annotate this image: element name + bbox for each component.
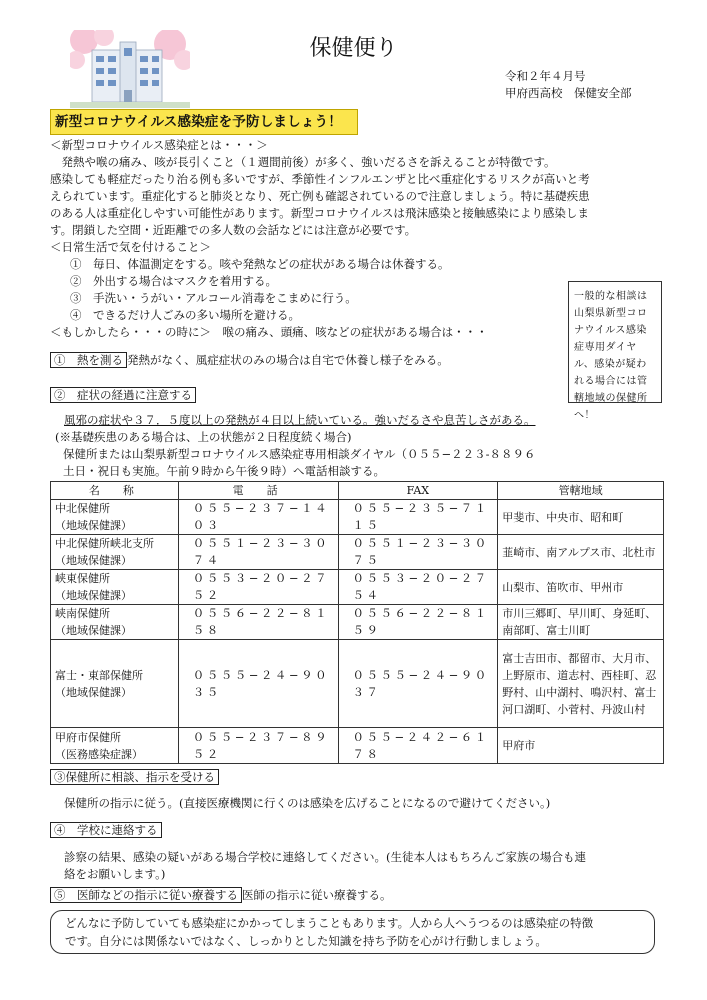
office-area: 富士吉田市、都留市、大月市、上野原市、道志村、西桂町、忍野村、山中湖村、鳴沢村、富士河口湖町、小菅村、丹波山村 xyxy=(498,640,664,728)
daily-item: ① 毎日、体温測定をする。咳や発熱などの症状がある場合は休養する。 xyxy=(70,257,450,271)
step-4-label: ④ 学校に連絡する xyxy=(50,822,162,838)
office-phone: ０５５６−２２−８１５８ xyxy=(178,605,338,640)
table-row xyxy=(51,605,664,640)
office-name: 甲府市保健所 （医務感染症課） xyxy=(51,728,179,764)
intro-heading: ＜新型コロナウイルス感染症とは・・・＞ xyxy=(50,138,268,152)
step-2 xyxy=(50,387,196,404)
daily-item: ④ できるだけ人ごみの多い場所を避ける。 xyxy=(70,308,300,322)
issue-info xyxy=(505,68,632,102)
step-1-label: ① 熱を測る xyxy=(50,352,127,368)
office-area: 山梨市、笛吹市、甲州市 xyxy=(498,570,664,605)
office-fax: ０５５６−２２−８１５９ xyxy=(338,605,498,640)
step-3-label: ③保健所に相談、指示を受ける xyxy=(50,769,219,785)
column-header: 管轄地域 xyxy=(498,482,664,500)
issue-date: 令和２年４月号 xyxy=(505,69,586,83)
ifcase-heading: ＜もしかしたら・・・の時に＞ 喉の痛み、頭痛、咳などの症状がある場合は・・・ xyxy=(50,325,488,339)
intro-section xyxy=(50,137,590,341)
intro-line: えられています。重症化すると肺炎となり、死亡例も確認されているので注意しましょう。特に基礎疾患 xyxy=(50,189,590,203)
office-area: 韮崎市、南アルプス市、北杜市 xyxy=(498,535,664,570)
office-fax: ０５５５−２４−９０３７ xyxy=(338,640,498,728)
column-header: 電 話 xyxy=(178,482,338,500)
step-2-notes xyxy=(55,429,535,480)
step-5-text: 医師の指示に従い療養する。 xyxy=(242,888,392,902)
office-fax: ０５５−２３５−７１１５ xyxy=(338,500,498,535)
office-name: 峡東保健所 （地域保健課） xyxy=(51,570,179,605)
daily-heading: ＜日常生活で気を付けること＞ xyxy=(50,240,211,254)
table-row xyxy=(51,640,664,728)
office-area: 市川三郷町、早川町、身延町、南部町、富士川町 xyxy=(498,605,664,640)
office-name: 峡南保健所 （地域保健課） xyxy=(51,605,179,640)
step-5-label: ⑤ 医師などの指示に従い療養する xyxy=(50,887,242,903)
step-4-details xyxy=(64,849,586,883)
publisher: 甲府西高校 保健安全部 xyxy=(505,86,632,100)
office-fax: ０５５１−２３−３０７５ xyxy=(338,535,498,570)
column-header: FAX xyxy=(338,482,498,500)
daily-item: ③ 手洗い・うがい・アルコール消毒をこまめに行う。 xyxy=(70,291,357,305)
step-4-line: 診察の結果、感染の疑いがある場合学校に連絡してください。(生徒本人はもちろんご家族の場合も連 xyxy=(64,850,586,864)
closing-line: どんなに予防していても感染症にかかってしまうこともあります。人から人へうつるのは感染症の特徴 xyxy=(65,916,594,930)
office-area: 甲府市 xyxy=(498,728,664,764)
table-row xyxy=(51,535,664,570)
office-phone: ０５５１−２３−３０７４ xyxy=(178,535,338,570)
intro-line: 感染しても軽症だったり治る例も多いですが、季節性インフルエンザと比べ重症化するリスクが高いと考 xyxy=(50,172,590,186)
office-fax: ０５５−２４２−６１７８ xyxy=(338,728,498,764)
table-row xyxy=(51,570,664,605)
step-2-details xyxy=(64,412,536,429)
table-header-row xyxy=(51,482,664,500)
page-title: 保健便り xyxy=(309,36,398,61)
step-2-note: (※基礎疾患のある場合は、上の状態が２日程度続く場合) xyxy=(55,430,352,444)
step-4 xyxy=(50,822,162,839)
closing-message xyxy=(50,910,655,954)
step-5 xyxy=(50,887,392,904)
step-1 xyxy=(50,352,449,369)
table-row xyxy=(51,500,664,535)
headline-text: 新型コロナウイルス感染症を予防しましょう！ xyxy=(55,114,342,130)
step-2-hours: 土日・祝日も実施。午前９時から午後９時）へ電話相談する。 xyxy=(63,464,385,478)
office-name: 富士・東部保健所 （地域保健課） xyxy=(51,640,179,728)
step-3 xyxy=(50,769,219,786)
closing-line: です。自分には関係ないではなく、しっかりとした知識を持ち予防を心がけ行動しましょう。 xyxy=(65,934,547,948)
intro-line: 発熱や喉の痛み、咳が長引くこと（１週間前後）が多く、強いだるさを訴えることが特徴です。 xyxy=(50,155,556,169)
step-2-hotline: 保健所または山梨県新型コロナウイルス感染症専用相談ダイヤル（０５５−２２３‐８８９６ xyxy=(63,447,536,461)
step-1-text: 発熱がなく、風症症状のみの場合は自宅で休養し様子をみる。 xyxy=(127,353,449,367)
office-area: 甲斐市、中央市、昭和町 xyxy=(498,500,664,535)
intro-line: す。閉鎖した空間・近距離での多人数の会話などには注意が必要です。 xyxy=(50,223,417,237)
office-phone: ０５５５−２４−９０３５ xyxy=(178,640,338,728)
step-2-symptoms: 風邪の症状や３７．５度以上の発熱が４日以上続いている。強いだるさや息苦しさがある。 xyxy=(64,413,536,427)
consultation-note: 一般的な相談は山梨県新型コロナウイルス感染症専用ダイヤル、感染が疑われる場合には管轄地域の保健所へ！ xyxy=(568,281,662,403)
headline-banner xyxy=(50,109,358,135)
step-3-text: 保健所の指示に従う。(直接医療機関に行くのは感染を広げることになるので避けてください。) xyxy=(64,796,551,810)
intro-line: のある人は重症化しやすい可能性があります。新型コロナウイルスは飛沫感染と接触感染により感染しま xyxy=(50,206,589,220)
step-4-line: 絡をお願いします。) xyxy=(64,867,166,881)
step-2-label: ② 症状の経過に注意する xyxy=(50,387,196,403)
column-header: 名 称 xyxy=(51,482,179,500)
office-fax: ０５５３−２０−２７５４ xyxy=(338,570,498,605)
office-phone: ０５５−２３７−１４０３ xyxy=(178,500,338,535)
health-office-table xyxy=(50,481,664,764)
daily-item: ② 外出する場合はマスクを着用する。 xyxy=(70,274,277,288)
office-phone: ０５５−２３７−８９５２ xyxy=(178,728,338,764)
office-phone: ０５５３−２０−２７５２ xyxy=(178,570,338,605)
office-name: 中北保健所 （地域保健課） xyxy=(51,500,179,535)
table-row xyxy=(51,728,664,764)
office-name: 中北保健所峡北支所 （地域保健課） xyxy=(51,535,179,570)
